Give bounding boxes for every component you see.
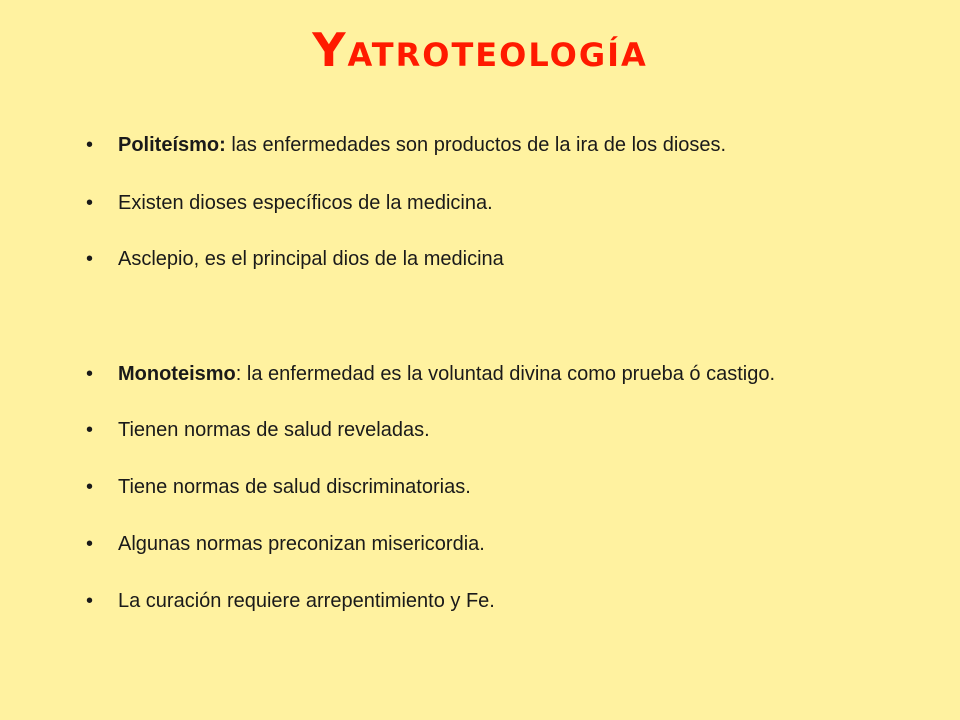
list-item (86, 583, 495, 619)
bullet-bold: Politeísmo: (118, 133, 226, 156)
bullet-dot: • (86, 362, 94, 385)
bullet-dot: • (86, 247, 94, 270)
list-item (86, 526, 485, 562)
bullet-text: : la enfermedad es la voluntad divina como prueba ó castigo. (235, 362, 775, 385)
list-item (86, 412, 430, 448)
bullet-text: Tienen normas de salud reveladas. (118, 418, 430, 441)
bullet-dot: • (86, 418, 94, 441)
bullet-dot: • (86, 133, 94, 156)
bullet-text: Tiene normas de salud discriminatorias. (118, 475, 471, 498)
bullet-text: Algunas normas preconizan misericordia. (118, 532, 485, 555)
bullet-dot: • (86, 191, 94, 214)
list-item (86, 185, 493, 221)
bullet-text: La curación requiere arrepentimiento y Fe. (118, 589, 495, 612)
bullet-text: Asclepio, es el principal dios de la medicina (118, 247, 504, 270)
slide-title: Yatroteología (312, 23, 648, 77)
list-item (86, 469, 471, 505)
bullet-dot: • (86, 475, 94, 498)
bullet-dot: • (86, 589, 94, 612)
bullet-text: las enfermedades son productos de la ira de los dioses. (225, 133, 727, 156)
bullet-text: Existen dioses específicos de la medicina. (118, 191, 493, 214)
bullet-dot: • (86, 532, 94, 555)
bullet-bold: Monoteismo (118, 362, 236, 385)
list-item (86, 241, 504, 277)
list-item (86, 356, 775, 392)
list-item (86, 127, 726, 163)
